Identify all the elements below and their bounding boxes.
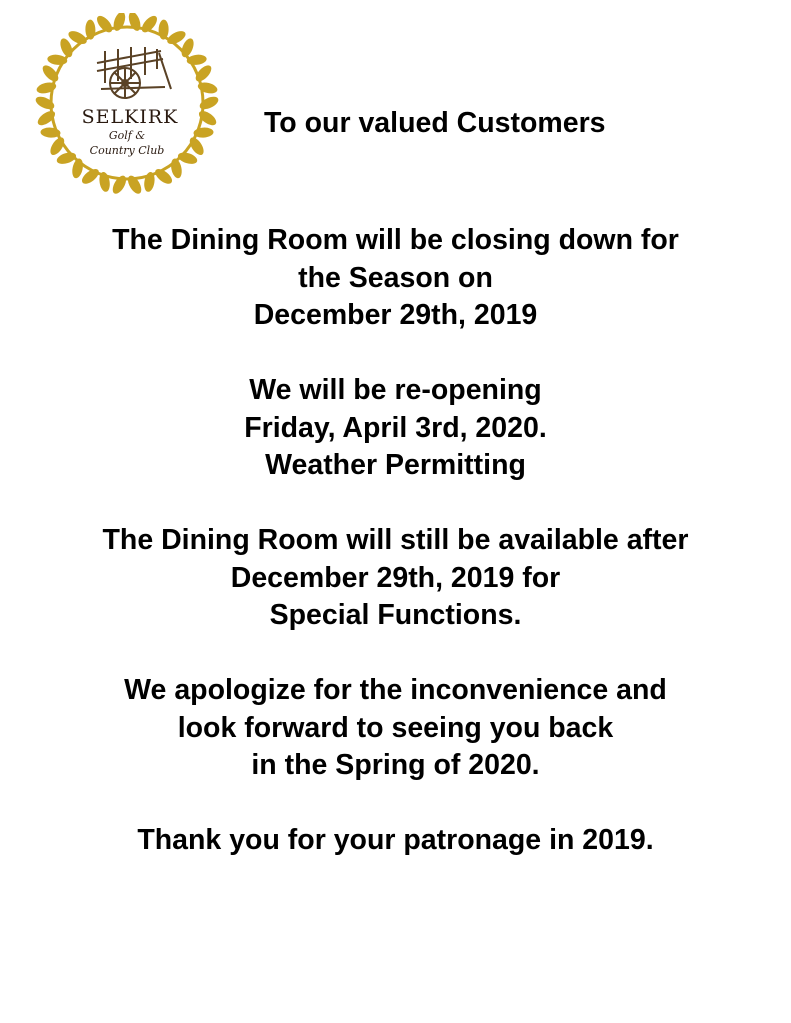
notice-line: We apologize for the inconvenience and: [124, 674, 667, 706]
notice-line: Friday, April 3rd, 2020.: [244, 411, 547, 444]
laurel-leaf-icon: [186, 54, 207, 66]
notice-paragraph: [0, 822, 791, 860]
notice-line: look forward to seeing you back: [177, 711, 614, 744]
notice-paragraph: [0, 372, 791, 485]
laurel-leaf-icon: [34, 94, 56, 112]
laurel-leaf-icon: [85, 19, 96, 39]
notice-line: the Season on: [298, 261, 493, 294]
logo-name: SELKIRK: [81, 106, 179, 128]
laurel-leaf-icon: [47, 54, 68, 66]
notice-paragraph: [0, 672, 791, 785]
logo-line-golf: Golf &: [108, 129, 146, 142]
notice-line: We will be re-opening: [249, 374, 542, 406]
notice-line: in the Spring of 2020.: [251, 749, 540, 781]
notice-paragraph: [0, 522, 791, 635]
notice-line: The Dining Room will still be available after: [102, 524, 689, 556]
notice-line: The Dining Room will be closing down for: [112, 224, 679, 256]
logo-line-country-club: Country Club: [89, 144, 165, 157]
laurel-leaf-icon: [169, 158, 183, 180]
notice-line: December 29th, 2019 for: [230, 561, 561, 594]
greeting-heading: To our valued Customers: [264, 107, 606, 139]
notice-line: Special Functions.: [269, 599, 522, 631]
notice-line: Weather Permitting: [265, 449, 526, 481]
notice-line: December 29th, 2019: [253, 299, 538, 331]
laurel-wreath-icon: [34, 13, 220, 196]
cart-wheel-icon: [97, 47, 171, 98]
laurel-leaf-icon: [71, 158, 85, 180]
notice-line: Thank you for your patronage in 2019.: [137, 824, 654, 856]
club-logo: [33, 13, 221, 198]
laurel-leaf-icon: [198, 94, 220, 112]
notice-body: [0, 222, 791, 897]
wreath-emblem-icon: [33, 13, 221, 198]
notice-paragraph: [0, 222, 791, 335]
laurel-leaf-icon: [158, 19, 169, 39]
